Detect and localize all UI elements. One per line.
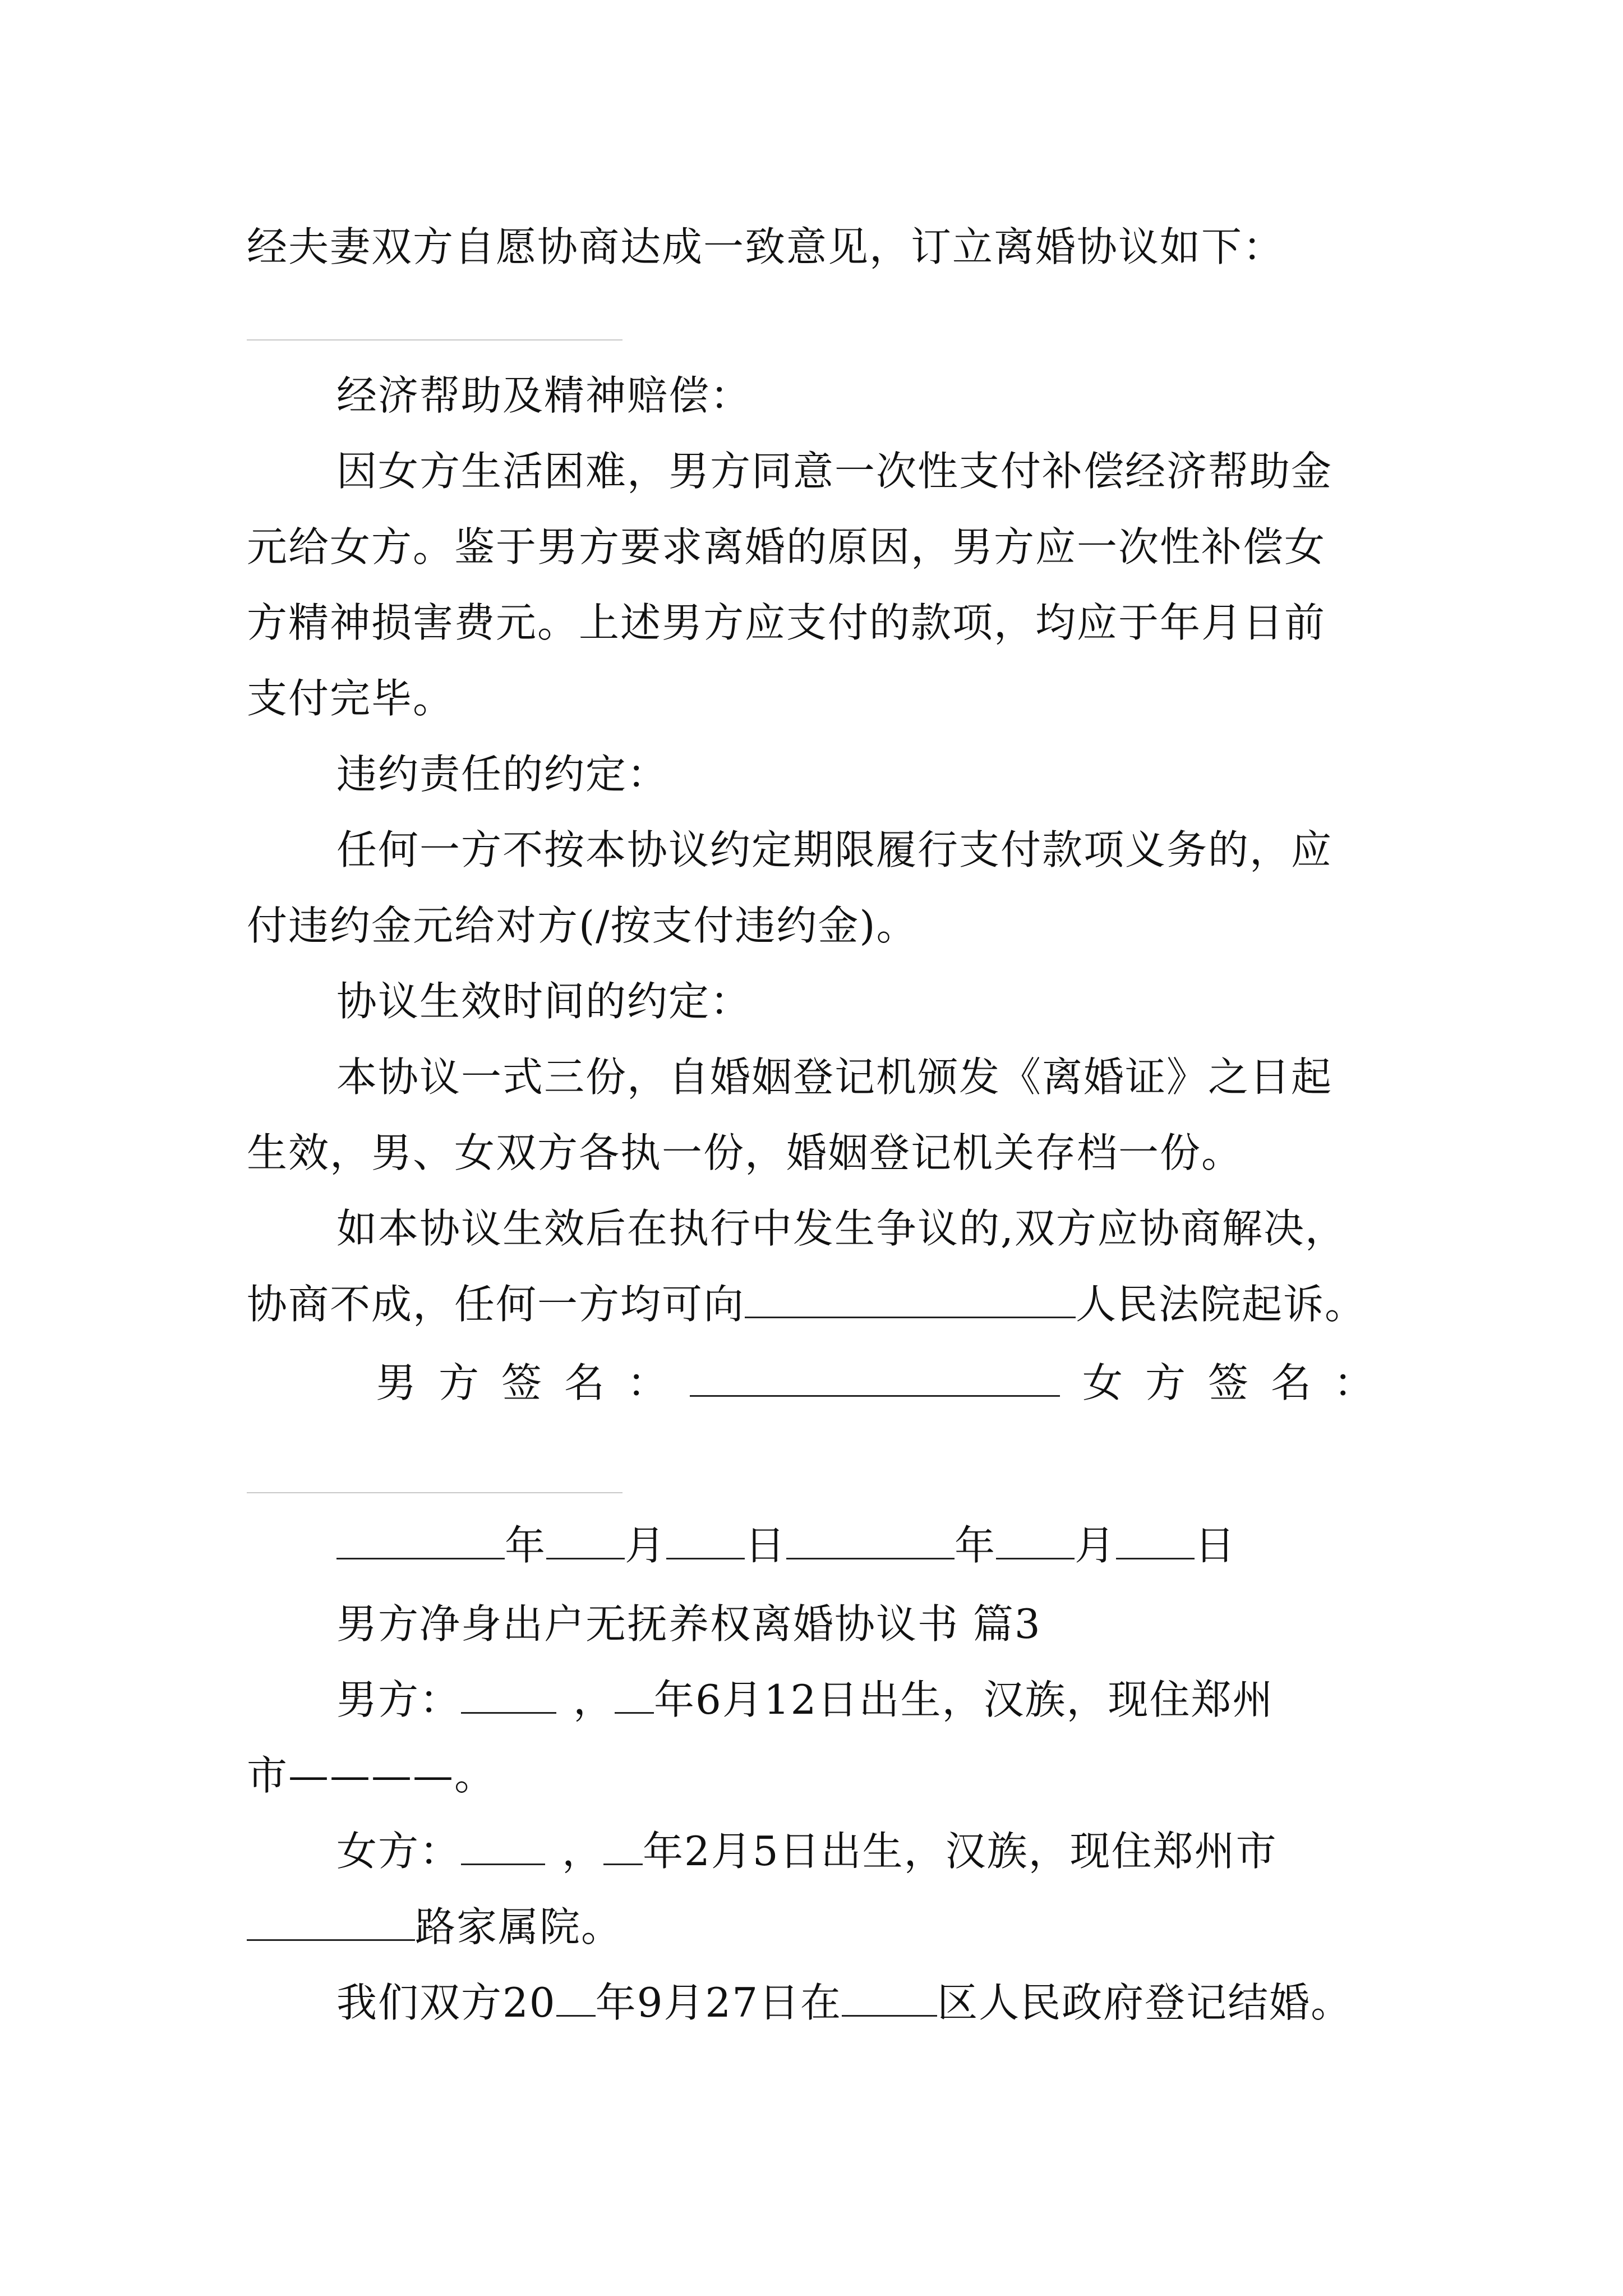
marriage-registration-line: 我们双方20 年9月27日在 区人民政府登记结婚。: [336, 1975, 1385, 2031]
section-title-part3: 男方净身出户无抚养权离婚协议书 篇3: [336, 1600, 1041, 1648]
female-info-line: 女方： ， 年2月5日出生，汉族，现住郑州市: [336, 1823, 1385, 1879]
doc-line: 付违约金元给对方(/按支付违约金)。: [247, 902, 918, 949]
doc-line: 元给女方。鉴于男方要求离婚的原因，男方应一次性补偿女: [247, 523, 1326, 570]
female-signature-rule: [247, 1492, 623, 1493]
doc-line: 如本协议生效后在执行中发生争议的,双方应协商解决，: [336, 1205, 1347, 1252]
date-line: 年 月 日 年 月 日: [336, 1517, 1385, 1573]
male-signature-blank: [690, 1356, 1060, 1397]
male-signature-label: 男方签名：: [376, 1359, 690, 1406]
doc-line: 市————。: [247, 1752, 496, 1799]
doc-line: 任何一方不按本协议约定期限履行支付款项义务的，应: [336, 826, 1333, 873]
court-blank: [745, 1277, 1076, 1318]
signature-line: [376, 1355, 1397, 1411]
female-signature-label: 女方签名：: [1082, 1359, 1397, 1406]
doc-line: 路家属院。: [247, 1899, 1385, 1955]
divider-rule: [247, 339, 623, 341]
section-heading-compensation: 经济帮助及精神赔偿：: [336, 372, 752, 419]
doc-line: 方精神损害费元。上述男方应支付的款项，均应于年月日前: [247, 599, 1326, 646]
male-info-line: 男方： ， 年6月12日出生，汉族，现住郑州: [336, 1672, 1385, 1728]
doc-line: 因女方生活困难，男方同意一次性支付补偿经济帮助金: [336, 448, 1333, 495]
doc-line: 本协议一式三份，自婚姻登记机颁发《离婚证》之日起: [336, 1053, 1333, 1101]
doc-line-court: 协商不成，任何一方均可向 人民法院起诉。: [247, 1276, 1385, 1332]
doc-line: 生效，男、女双方各执一份，婚姻登记机关存档一份。: [247, 1129, 1243, 1176]
doc-line: 支付完毕。: [247, 675, 455, 722]
doc-line-intro: 经夫妻双方自愿协商达成一致意见，订立离婚协议如下：: [247, 223, 1285, 270]
section-heading-breach: 违约责任的约定：: [336, 751, 669, 798]
section-heading-effective: 协议生效时间的约定：: [336, 978, 752, 1025]
